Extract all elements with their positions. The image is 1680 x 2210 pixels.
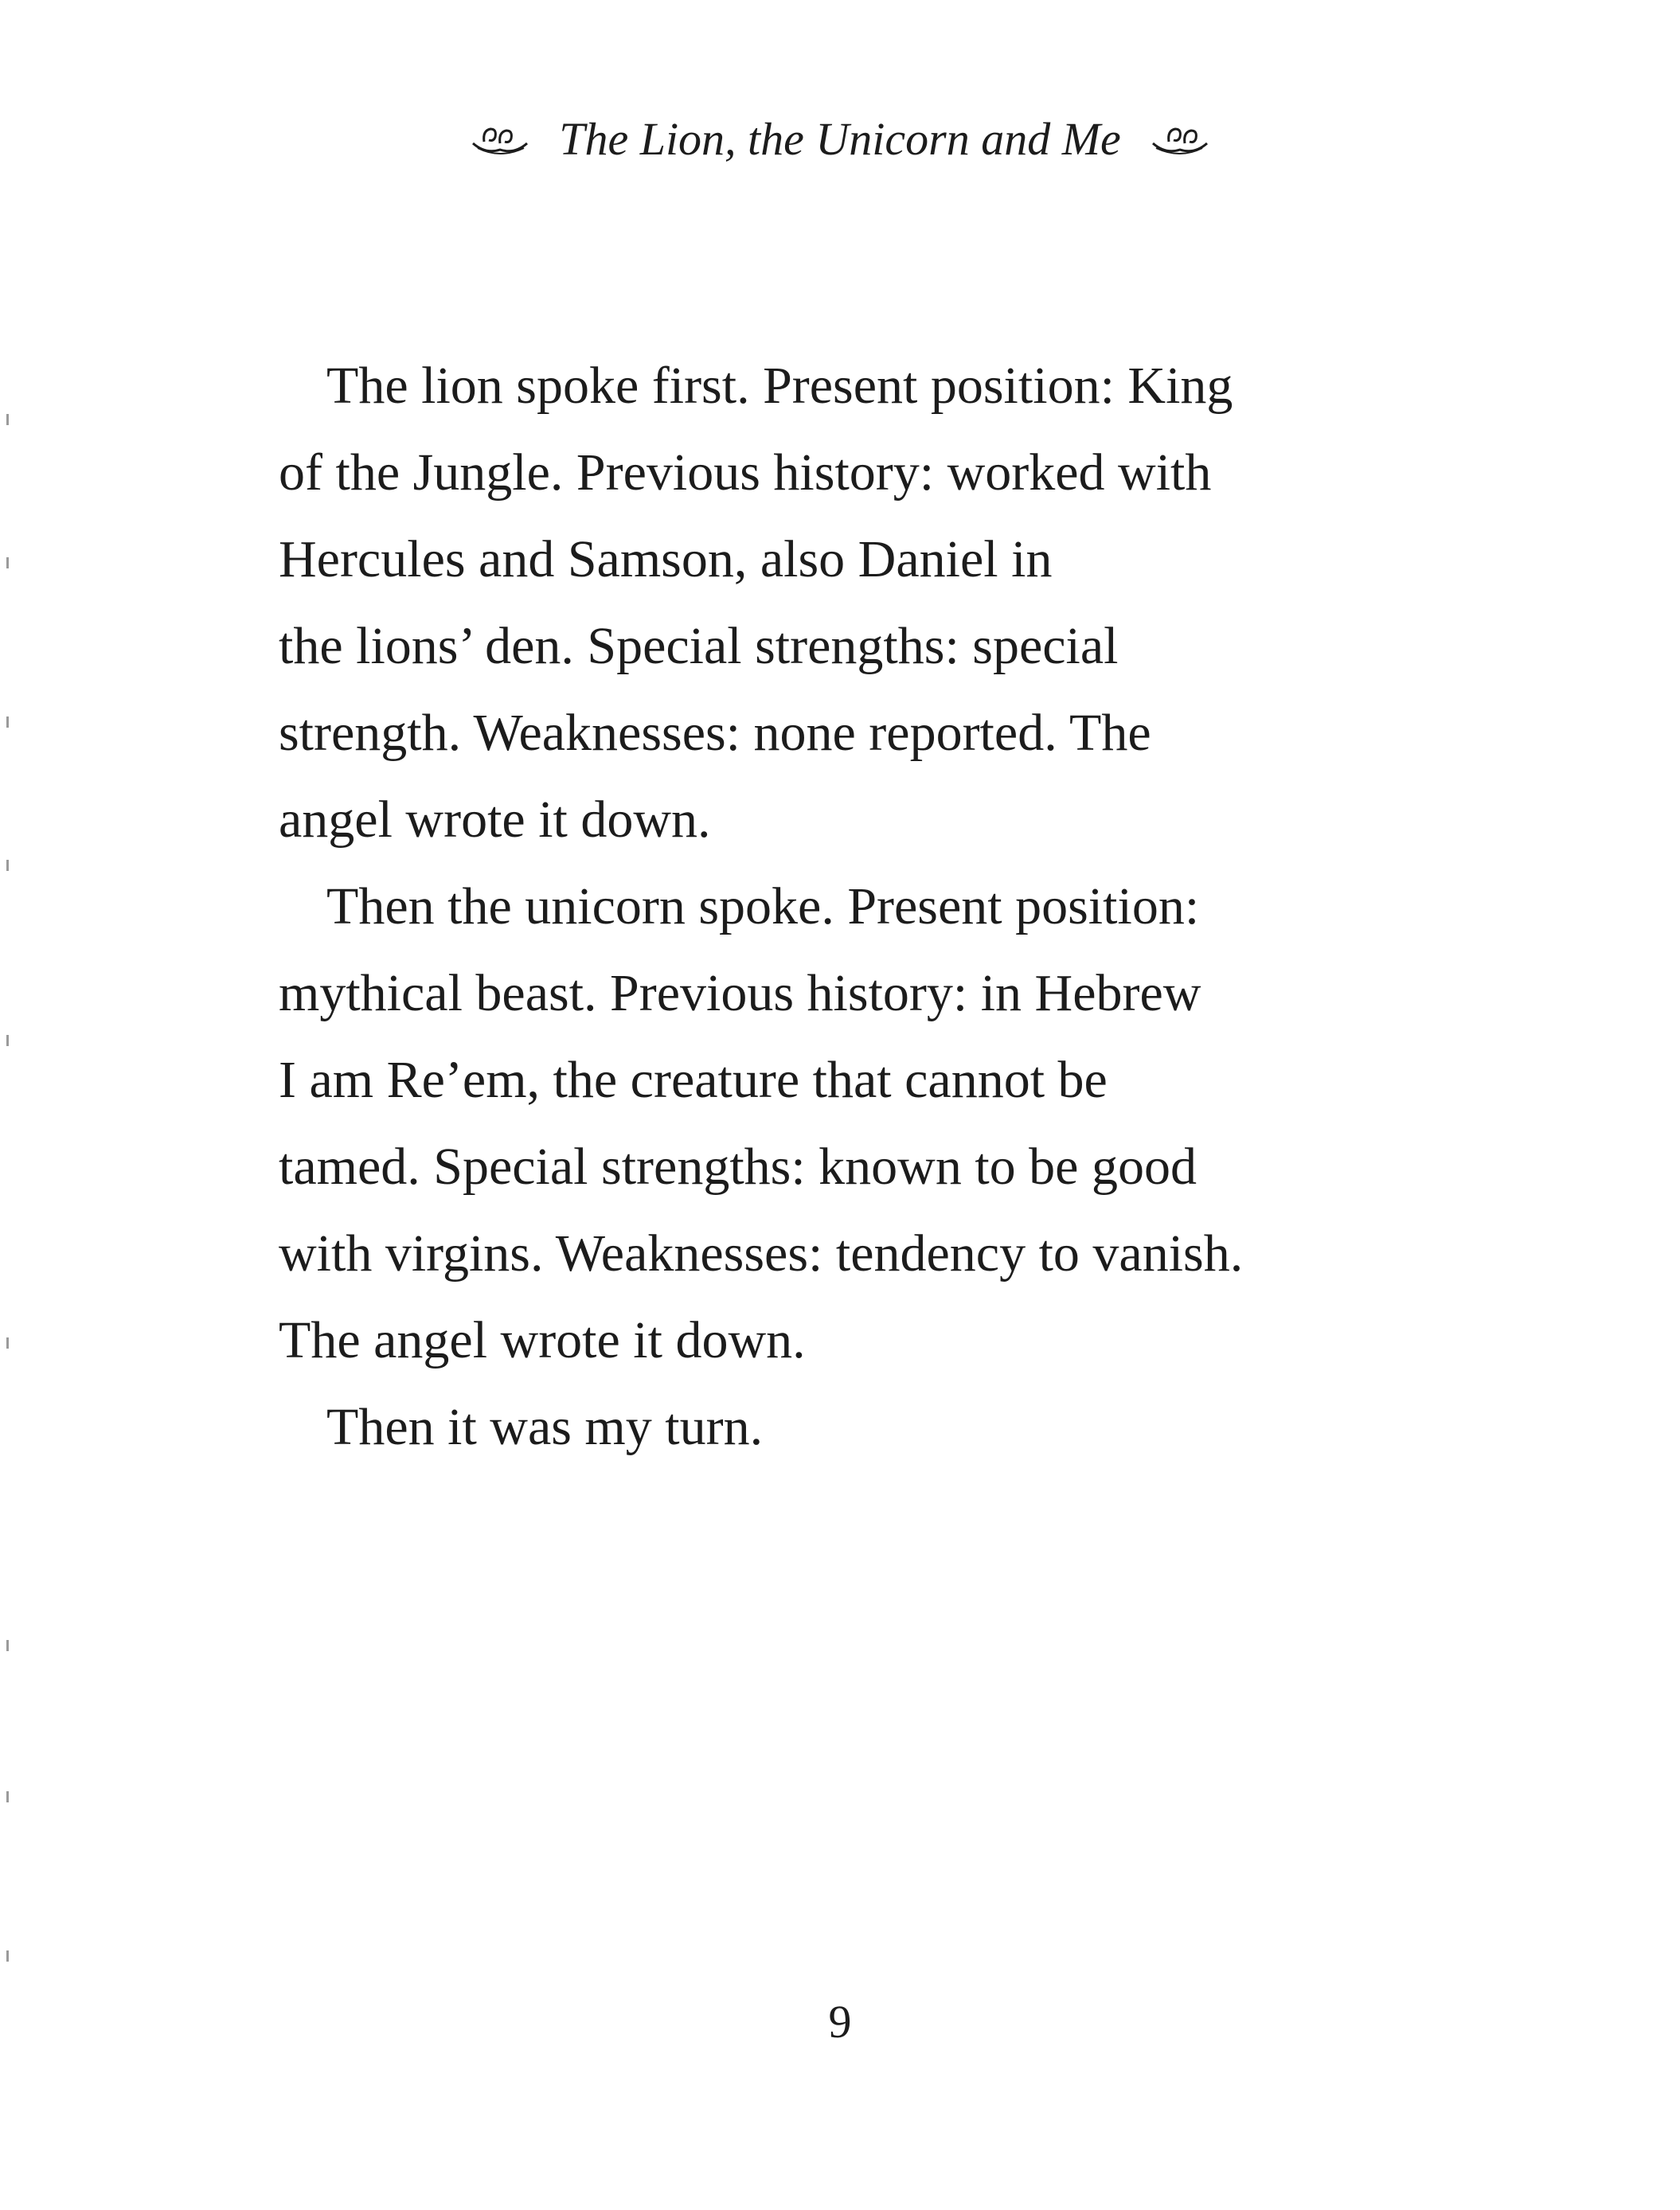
text-line: with virgins. Weaknesses: tendency to vanish. bbox=[279, 1224, 1244, 1283]
book-title: The Lion, the Unicorn and Me bbox=[559, 112, 1121, 165]
flourish-ornament-icon bbox=[470, 119, 530, 159]
scan-margin-marks bbox=[6, 0, 14, 2210]
text-line: tamed. Special strengths: known to be good bbox=[279, 1138, 1197, 1196]
text-line: of the Jungle. Previous history: worked with bbox=[279, 443, 1212, 502]
text-line: The angel wrote it down. bbox=[279, 1311, 806, 1369]
text-line: Hercules and Samson, also Daniel in bbox=[279, 530, 1053, 588]
page-number: 9 bbox=[828, 1996, 852, 2048]
text-line: mythical beast. Previous history: in Hebrew bbox=[279, 964, 1201, 1022]
flourish-ornament-icon bbox=[1150, 119, 1210, 159]
text-line: angel wrote it down. bbox=[279, 791, 711, 849]
text-line: Then the unicorn spoke. Present position: bbox=[326, 877, 1200, 935]
text-line: I am Re’em, the creature that cannot be bbox=[279, 1051, 1108, 1109]
text-line: Then it was my turn. bbox=[326, 1398, 764, 1456]
text-line: The lion spoke first. Present position: King bbox=[326, 357, 1233, 415]
body-text bbox=[279, 342, 1393, 1470]
text-line: the lions’ den. Special strengths: special bbox=[279, 617, 1119, 675]
running-head bbox=[0, 100, 1680, 174]
text-line: strength. Weaknesses: none reported. The bbox=[279, 704, 1151, 762]
